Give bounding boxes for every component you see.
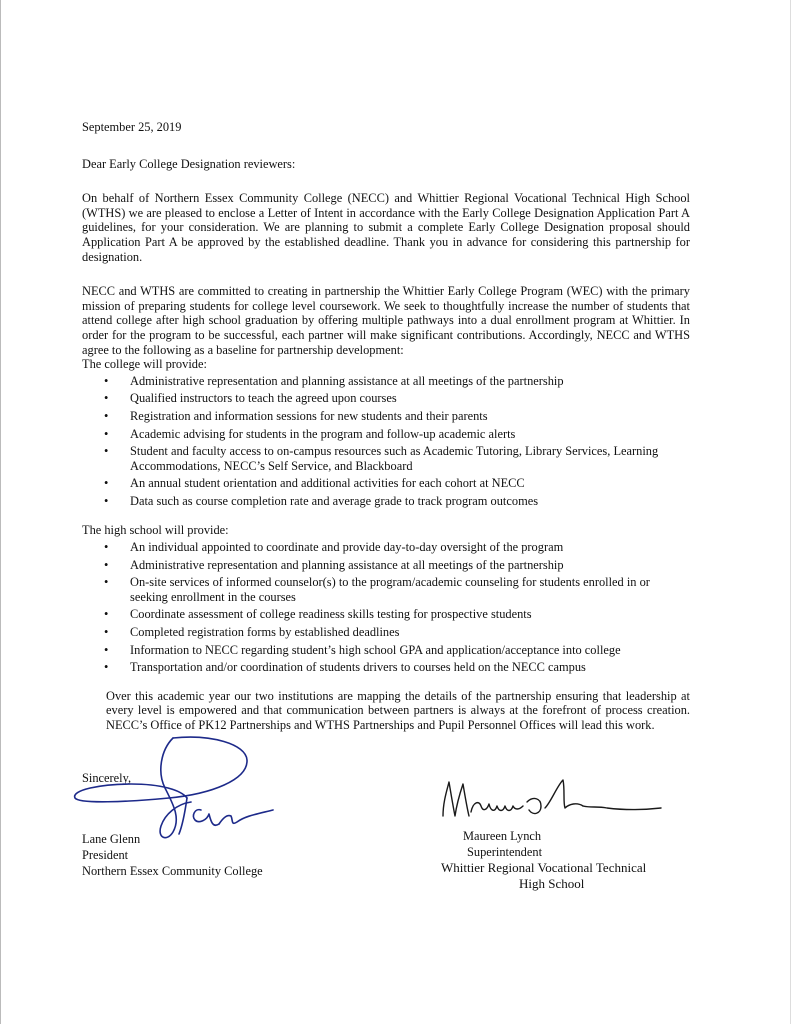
list-item: • Academic advising for students in the program and follow-up academic alerts — [82, 427, 690, 442]
signatory-right-title: Superintendent — [467, 845, 543, 859]
signatory-left-organization: Northern Essex Community College — [82, 864, 263, 878]
list-item: • Registration and information sessions for new students and their parents — [82, 409, 690, 424]
letter-body — [82, 120, 690, 733]
section-spacer — [82, 511, 690, 523]
list-item: • An annual student orientation and additional activities for each cohort at NECC — [82, 476, 690, 491]
signatory-left — [82, 831, 263, 879]
list-item: • Data such as course completion rate and average grade to track program outcomes — [82, 494, 690, 509]
signatory-right — [441, 828, 701, 892]
list-item: • An individual appointed to coordinate and provide day-to-day oversight of the program — [82, 540, 690, 555]
signatory-left-name: Lane Glenn — [82, 832, 141, 846]
list-item: • On-site services of informed counselor(s) to the program/academic counseling for students enrolled in or seeking enrollment in the courses — [82, 575, 690, 604]
list-item: • Transportation and/or coordination of students drivers to courses held on the NECC campus — [82, 660, 690, 675]
highschool-provides-list — [82, 540, 690, 675]
signatory-right-name: Maureen Lynch — [463, 829, 542, 843]
signatory-right-organization: Whittier Regional Vocational Technical — [441, 860, 647, 875]
letter-date: September 25, 2019 — [82, 120, 182, 134]
sign-off: Sincerely, — [82, 771, 132, 785]
salutation: Dear Early College Designation reviewers: — [82, 156, 296, 171]
highschool-provides-heading: The high school will provide: — [82, 523, 229, 538]
paragraph-closing: Over this academic year our two institutions are mapping the details of the partnership ensuring that leadership at every level is empowered and that communication between partners is always at the forefront of process creation. NECC’s Office of PK12 Partnerships and WTHS Partnerships and Pupil Personnel Offices will lead this work. — [106, 688, 690, 732]
list-item: • Student and faculty access to on-campus resources such as Academic Tutoring, Library Services, Learning Accommodations, NECC’s Self Service, and Blackboard — [82, 444, 690, 473]
signatory-right-organization-cont: High School — [519, 876, 585, 891]
list-item: • Information to NECC regarding student’s high school GPA and application/acceptance into college — [82, 643, 690, 658]
list-item: • Coordinate assessment of college readiness skills testing for prospective students — [82, 607, 690, 622]
college-provides-heading: The college will provide: — [82, 357, 207, 372]
signature-right-image — [437, 772, 667, 832]
college-provides-list — [82, 374, 690, 509]
paragraph-intro: On behalf of Northern Essex Community College (NECC) and Whittier Regional Vocational Technical High School (WTHS) we are pleased to enclose a Letter of Intent in accordance with the Early College Designation Application Part A guidelines, for your consideration. We are planning to submit a complete Early College Designation proposal should Application Part A be approved by the established deadline. Thank you in advance for considering this partnership for designation. — [82, 191, 690, 264]
list-item: • Completed registration forms by established deadlines — [82, 625, 690, 640]
list-item: • Qualified instructors to teach the agreed upon courses — [82, 391, 690, 406]
paragraph-commitment: NECC and WTHS are committed to creating in partnership the Whittier Early College Program (WEC) with the primary mission of preparing students for college level coursework. We seek to thoughtfully increase the number of students that attend college after high school graduation by offering multiple pathways into a dual enrollment program at Whittier. In order for the program to be successful, each partner will make significant contributions. Accordingly, NECC and WTHS agree to the following as a baseline for partnership development: — [82, 284, 690, 357]
list-item: • Administrative representation and planning assistance at all meetings of the partnership — [82, 558, 690, 573]
list-item: • Administrative representation and planning assistance at all meetings of the partnership — [82, 374, 690, 389]
signatory-left-title: President — [82, 848, 129, 862]
